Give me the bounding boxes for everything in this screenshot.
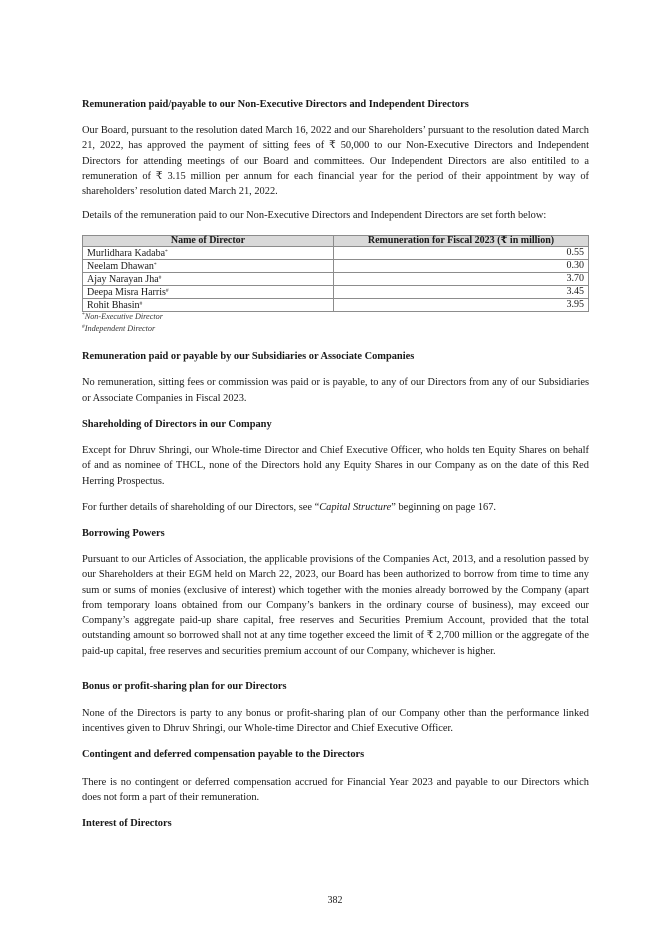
director-name: Neelam Dhawan* [83, 260, 334, 273]
paragraph-subsidiaries: No remuneration, sitting fees or commission was paid or is payable, to any of our Directors from any of our Subsidiaries or Associate Companies in Fiscal 2023. [82, 377, 589, 404]
director-remuneration: 3.70 [334, 273, 589, 286]
director-name: Murlidhara Kadaba* [83, 247, 334, 260]
paragraph-remuneration-ned: Our Board, pursuant to the resolution dated March 16, 2022 and our Shareholders’ pursuant to the resolution dated March 21, 2022, has approved the payment of sitting fees of ₹ 50,000 to our Non-Executive Directors and Independent Directors for attending meetings of our Board and committees. Our Independent Directors are also entitiled to a remuneration of ₹ 3.15 million per annum for each financial year for the period of their appointment by way of shareholders’ resolution dated March 21, 2022. [82, 125, 589, 198]
heading-bonus: Bonus or profit-sharing plan for our Directors [82, 681, 287, 692]
footnote-independent: #Independent Director [82, 324, 156, 333]
paragraph-shareholding: Except for Dhruv Shringi, our Whole-time Director and Chief Executive Officer, who holds ten Equity Shares on behalf of and as nominee of THCL, none of the Directors hold any Equity Shares in our Company as on the date of this Red Herring Prospectus. [82, 445, 589, 487]
table-row [83, 247, 589, 260]
column-header-name: Name of Director [83, 236, 334, 247]
table-header-row [83, 236, 589, 247]
director-name: Ajay Narayan Jha# [83, 273, 334, 286]
column-header-remuneration: Remuneration for Fiscal 2023 (₹ in million) [334, 236, 589, 247]
table-intro: Details of the remuneration paid to our Non-Executive Directors and Independent Directors are set forth below: [82, 210, 547, 221]
director-name: Rohit Bhasin# [83, 299, 334, 312]
director-remuneration: 0.30 [334, 260, 589, 273]
paragraph-borrowing: Pursuant to our Articles of Association, the applicable provisions of the Companies Act, 2013, and a resolution passed by our Shareholders at their EGM held on March 22, 2023, our Board has been authorized to borrow from time to time any sum or sums of monies (exclusive of interest) which together with the monies already borrowed by the Company (apart from temporary loans obtained from our Company’s bankers in the ordinary course of business), may exceed our Company’s aggregate paid-up share capital, free reserves and Securities Premium Account, provided that the total outstanding amount so borrowed shall not at any time together exceed the limit of ₹ 2,700 million or the aggregate of the paid-up capital, free reserves and securities premium account of our Company, whichever is higher. [82, 554, 589, 657]
heading-remuneration-ned: Remuneration paid/payable to our Non-Executive Directors and Independent Directors [82, 99, 469, 110]
heading-shareholding: Shareholding of Directors in our Company [82, 419, 272, 430]
director-remuneration: 0.55 [334, 247, 589, 260]
director-remuneration: 3.45 [334, 286, 589, 299]
director-name: Deepa Misra Harris# [83, 286, 334, 299]
capital-structure-reference: Capital Structure [319, 502, 392, 513]
table-row [83, 260, 589, 273]
heading-subsidiaries: Remuneration paid or payable by our Subsidiaries or Associate Companies [82, 351, 415, 362]
heading-contingent: Contingent and deferred compensation payable to the Directors [82, 749, 365, 760]
paragraph-contingent: There is no contingent or deferred compensation accrued for Financial Year 2023 and payable to our Directors which does not form a part of their remuneration. [82, 777, 589, 804]
heading-interest: Interest of Directors [82, 818, 172, 829]
table-row [83, 273, 589, 286]
remuneration-table [82, 235, 589, 312]
page-number: 382 [327, 895, 343, 906]
table-row [83, 286, 589, 299]
paragraph-bonus: None of the Directors is party to any bonus or profit-sharing plan of our Company other than the performance linked incentives given to Dhruv Shringi, our Whole-time Director and Chief Executive Officer. [82, 708, 589, 735]
paragraph-shareholding-ref: For further details of shareholding of our Directors, see “Capital Structure” beginning on page 167. [82, 502, 496, 513]
director-remuneration: 3.95 [334, 299, 589, 312]
heading-borrowing: Borrowing Powers [82, 528, 165, 539]
footnote-non-executive: *Non-Executive Director [82, 312, 163, 321]
